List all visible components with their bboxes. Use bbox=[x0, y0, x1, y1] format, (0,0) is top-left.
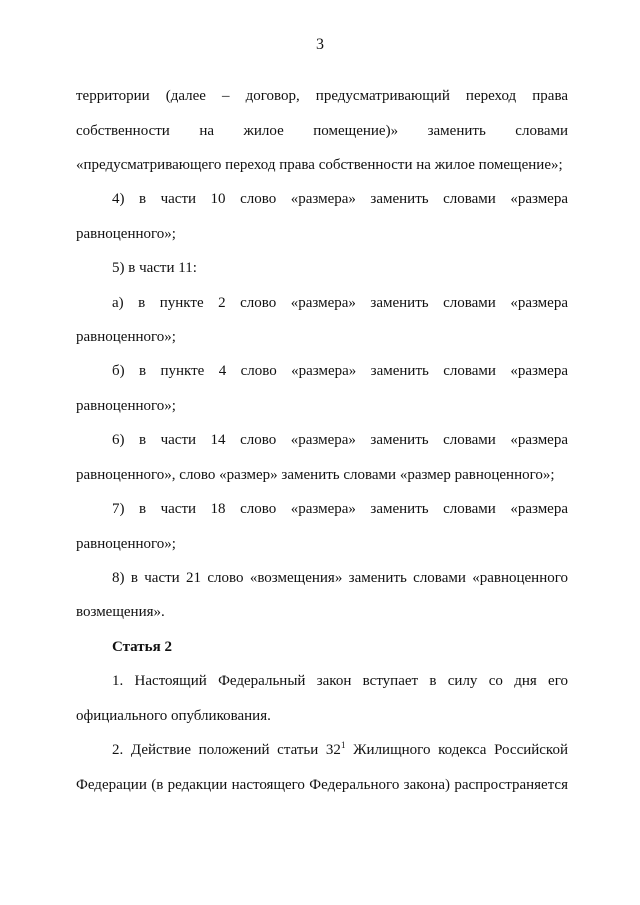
text-fragment: 2. Действие положений статьи 32 bbox=[112, 742, 341, 758]
text-line: возмещения». bbox=[76, 604, 165, 620]
superscript: 1 bbox=[340, 740, 346, 750]
clause-7: 7) в части 18 слово «размера» заменить словами «размера bbox=[112, 501, 568, 517]
text-line: равноценного»; bbox=[76, 226, 176, 242]
text-line: «предусматривающего переход права собственности на жилое помещение»; bbox=[76, 157, 563, 173]
clause-8: 8) в части 21 слово «возмещения» заменить словами «равноценного bbox=[112, 570, 568, 586]
clause-5: 5) в части 11: bbox=[112, 260, 197, 276]
article-2-item-1: 1. Настоящий Федеральный закон вступает в силу со дня его bbox=[112, 673, 568, 689]
text-line: равноценного»; bbox=[76, 536, 176, 552]
article-heading: Статья 2 bbox=[112, 639, 172, 655]
text-line: равноценного»; bbox=[76, 398, 176, 414]
text-fragment: Жилищного кодекса Российской bbox=[345, 742, 568, 758]
clause-6: 6) в части 14 слово «размера» заменить словами «размера bbox=[112, 432, 568, 448]
text-line: равноценного»; bbox=[76, 329, 176, 345]
clause-5b: б) в пункте 4 слово «размера» заменить словами «размера bbox=[112, 363, 568, 379]
text-line: собственности на жилое помещение)» заменить словами bbox=[76, 123, 568, 139]
clause-4: 4) в части 10 слово «размера» заменить словами «размера bbox=[112, 191, 568, 207]
text-line: равноценного», слово «размер» заменить словами «размер равноценного»; bbox=[76, 467, 555, 483]
text-line: территории (далее – договор, предусматривающий переход права bbox=[76, 88, 568, 104]
article-2-item-2 bbox=[112, 740, 568, 760]
text-line: официального опубликования. bbox=[76, 708, 271, 724]
clause-5a: а) в пункте 2 слово «размера» заменить словами «размера bbox=[112, 295, 568, 311]
page-number: 3 bbox=[316, 36, 324, 53]
text-line: Федерации (в редакции настоящего Федерального закона) распространяется bbox=[76, 777, 568, 793]
